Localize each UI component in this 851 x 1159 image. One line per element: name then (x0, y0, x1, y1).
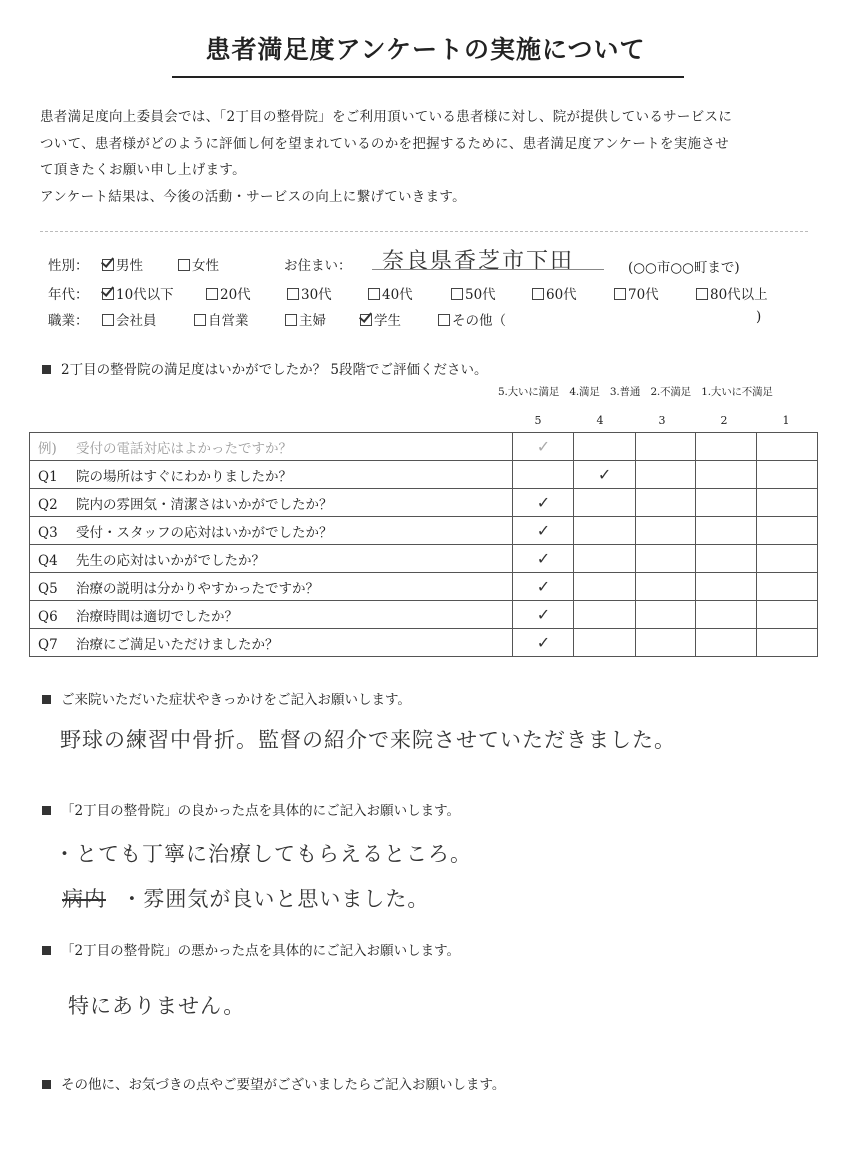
square-bullet-icon (42, 365, 51, 374)
question-id: Q1 (38, 468, 58, 485)
checkbox-icon[interactable] (206, 288, 218, 300)
column-header: 5 (534, 414, 542, 427)
column-header: 3 (658, 414, 666, 427)
rating-cell-3[interactable] (635, 629, 696, 657)
rating-cell-3[interactable] (635, 545, 696, 573)
checkbox-icon[interactable] (102, 314, 114, 326)
checkbox-icon[interactable] (287, 288, 299, 300)
struck-text: 病内 (62, 887, 106, 911)
age-option-70s[interactable] (614, 283, 659, 303)
option-label: 主婦 (299, 313, 326, 329)
check-mark-icon: ✓ (536, 549, 551, 568)
gender-option-female[interactable] (178, 254, 219, 274)
rating-cell-5[interactable] (513, 461, 574, 489)
option-label: 男性 (116, 258, 143, 274)
question-label: 先生の応対はいかがでしたか？ (76, 552, 265, 569)
question-row (30, 489, 818, 517)
option-label: 50代 (465, 287, 496, 303)
rating-cell-2[interactable] (696, 461, 757, 489)
survey-heading (42, 358, 487, 378)
rating-cell-5[interactable] (513, 489, 574, 517)
option-label: その他（ (452, 313, 506, 329)
address-note: (○○市○○町まで) (628, 260, 740, 276)
rating-cell-4[interactable] (574, 433, 635, 461)
rating-cell-3[interactable] (635, 489, 696, 517)
rating-cell-3[interactable] (635, 461, 696, 489)
question-id: Q5 (38, 580, 58, 597)
gender-label: 性別： (48, 258, 89, 274)
rating-cell-3[interactable] (635, 433, 696, 461)
address-value[interactable]: 奈良県香芝市下田 (382, 249, 575, 274)
bad-points-heading (42, 939, 460, 959)
rating-cell-3[interactable] (635, 517, 696, 545)
rating-cell-2[interactable] (696, 489, 757, 517)
age-option-60s[interactable] (532, 283, 577, 303)
rating-cell-4[interactable] (574, 545, 635, 573)
question-id: Q6 (38, 608, 58, 625)
job-option-self-employed[interactable] (194, 309, 249, 329)
checkbox-icon[interactable] (614, 288, 626, 300)
heading-text: その他に、お気づきの点やご要望がございましたらご記入お願いします。 (61, 1077, 506, 1093)
question-id: 例) (38, 440, 57, 457)
address-label: お住まい： (284, 258, 352, 274)
checkbox-icon[interactable] (451, 288, 463, 300)
age-label: 年代： (48, 287, 89, 303)
checkbox-icon[interactable] (194, 314, 206, 326)
rating-cell-5[interactable] (513, 545, 574, 573)
job-label: 職業： (48, 313, 89, 329)
rating-cell-3[interactable] (635, 573, 696, 601)
age-option-40s[interactable] (368, 283, 413, 303)
check-mark-icon: ✓ (536, 577, 551, 596)
intro-text (40, 104, 820, 210)
age-option-10s[interactable] (102, 283, 174, 303)
question-text (30, 545, 513, 573)
rating-cell-4[interactable] (574, 573, 635, 601)
check-mark-icon: ✓ (536, 437, 551, 456)
question-id: Q4 (38, 552, 58, 569)
checkbox-icon[interactable] (368, 288, 380, 300)
column-header: 2 (720, 414, 728, 427)
check-mark-icon: ✓ (597, 465, 612, 484)
checkbox-icon[interactable] (178, 259, 190, 271)
question-label: 院の場所はすぐにわかりましたか？ (76, 468, 292, 485)
title-underline (172, 76, 684, 78)
question-label: 治療時間は適切でしたか？ (76, 608, 238, 625)
intro-line: て頂きたくお願い申し上げます。 (40, 162, 246, 178)
square-bullet-icon (42, 695, 51, 704)
question-row (30, 517, 818, 545)
gender-option-male[interactable] (102, 254, 143, 274)
column-header: 1 (782, 414, 790, 427)
option-label: 20代 (220, 287, 251, 303)
job-row (48, 309, 828, 329)
rating-cell-5[interactable] (513, 573, 574, 601)
question-label: 治療の説明は分かりやすかったですか？ (76, 580, 319, 597)
rating-cell-2[interactable] (696, 433, 757, 461)
heading-text: 「2丁目の整骨院」の悪かった点を具体的にご記入お願いします。 (61, 943, 461, 959)
heading-text: 「2丁目の整骨院」の良かった点を具体的にご記入お願いします。 (61, 803, 461, 819)
option-label: 自営業 (208, 313, 249, 329)
option-label: 10代以下 (116, 287, 174, 303)
question-text (30, 601, 513, 629)
question-text (30, 461, 513, 489)
age-option-20s[interactable] (206, 283, 251, 303)
check-mark-icon: ✓ (536, 493, 551, 512)
rating-cell-2[interactable] (696, 517, 757, 545)
reason-heading (42, 688, 411, 708)
question-label: 院内の雰囲気・清潔さはいかがでしたか？ (76, 496, 333, 513)
other-heading (42, 1073, 505, 1093)
rating-cell-1[interactable] (757, 573, 818, 601)
question-text (30, 573, 513, 601)
rating-cell-4[interactable] (574, 461, 635, 489)
rating-cell-1[interactable] (757, 433, 818, 461)
age-option-30s[interactable] (287, 283, 332, 303)
age-option-50s[interactable] (451, 283, 496, 303)
good-points-answer-2[interactable] (62, 883, 429, 913)
check-mark-icon: ✓ (536, 521, 551, 540)
option-label: 80代以上 (710, 287, 768, 303)
question-text (30, 489, 513, 517)
rating-cell-1[interactable] (757, 461, 818, 489)
job-other-close: ) (756, 309, 762, 325)
rating-cell-4[interactable] (574, 489, 635, 517)
good-points-answer-1[interactable]: ・とても丁寧に治療してもらえるところ。 (54, 842, 472, 866)
job-option-employee[interactable] (102, 309, 157, 329)
question-row (30, 601, 818, 629)
checkbox-icon[interactable] (696, 288, 708, 300)
rating-cell-3[interactable] (635, 601, 696, 629)
check-mark-icon: ✓ (536, 633, 551, 652)
example-row (30, 433, 818, 461)
check-mark-icon: ✓ (536, 605, 551, 624)
rating-cell-1[interactable] (757, 629, 818, 657)
bad-points-answer[interactable]: 特にありません。 (68, 994, 246, 1018)
checkbox-checked-icon[interactable] (102, 259, 114, 271)
option-label: 学生 (374, 313, 401, 329)
option-label: 40代 (382, 287, 413, 303)
rating-cell-4[interactable] (574, 629, 635, 657)
job-option-other[interactable] (438, 309, 506, 329)
age-row (48, 283, 828, 303)
option-label: 70代 (628, 287, 659, 303)
rating-cell-4[interactable] (574, 601, 635, 629)
rating-cell-5[interactable] (513, 629, 574, 657)
satisfaction-table (29, 432, 818, 657)
rating-cell-1[interactable] (757, 545, 818, 573)
question-row (30, 545, 818, 573)
question-row (30, 461, 818, 489)
page-title: 患者満足度アンケートの実施について (205, 35, 646, 64)
option-label: 女性 (192, 258, 219, 274)
good-points-heading (42, 799, 460, 819)
checkbox-icon[interactable] (438, 314, 450, 326)
checkbox-icon[interactable] (285, 314, 297, 326)
option-label: 会社員 (116, 313, 157, 329)
divider (40, 231, 808, 232)
square-bullet-icon (42, 946, 51, 955)
square-bullet-icon (42, 806, 51, 815)
question-text (30, 433, 513, 461)
job-option-student[interactable] (360, 309, 401, 329)
option-label: 60代 (546, 287, 577, 303)
question-id: Q3 (38, 524, 58, 541)
rating-cell-5[interactable] (513, 601, 574, 629)
question-text (30, 629, 513, 657)
rating-cell-2[interactable] (696, 573, 757, 601)
answer-text: ・雰囲気が良いと思いました。 (121, 887, 430, 911)
checkbox-checked-icon[interactable] (360, 314, 372, 326)
rating-cell-1[interactable] (757, 517, 818, 545)
rating-cell-4[interactable] (574, 517, 635, 545)
heading-text: ご来院いただいた症状やきっかけをご記入お願いします。 (61, 692, 411, 708)
scale-legend: 5.大いに満足 4.満足 3.普通 2.不満足 1.大いに不満足 (498, 386, 773, 398)
heading-text: 2丁目の整骨院の満足度はいかがでしたか？ 5段階でご評価ください。 (61, 362, 488, 378)
question-text (30, 517, 513, 545)
square-bullet-icon (42, 1080, 51, 1089)
rating-cell-2[interactable] (696, 601, 757, 629)
question-id: Q2 (38, 496, 58, 513)
rating-cell-1[interactable] (757, 601, 818, 629)
rating-cell-5[interactable] (513, 433, 574, 461)
address-underline (372, 269, 604, 270)
column-header: 4 (596, 414, 604, 427)
intro-line: ついて、患者様がどのように評価し何を望まれているのかを把握するために、患者満足度アンケートを実施させ (40, 135, 729, 152)
rating-cell-2[interactable] (696, 545, 757, 573)
question-label: 受付・スタッフの応対はいかがでしたか？ (76, 524, 333, 541)
option-label: 30代 (301, 287, 332, 303)
checkbox-icon[interactable] (532, 288, 544, 300)
intro-line: 患者満足度向上委員会では、「2丁目の整骨院」をご利用頂いている患者様に対し、院が提供しているサービスに (40, 109, 733, 125)
question-row (30, 573, 818, 601)
rating-cell-1[interactable] (757, 489, 818, 517)
checkbox-checked-icon[interactable] (102, 288, 114, 300)
question-row (30, 629, 818, 657)
age-option-80s[interactable] (696, 283, 768, 303)
question-label: 受付の電話対応はよかったですか？ (76, 440, 292, 457)
intro-line: アンケート結果は、今後の活動・サービスの向上に繋げていきます。 (40, 188, 466, 205)
reason-answer[interactable]: 野球の練習中骨折。監督の紹介で来院させていただきました。 (60, 728, 676, 752)
question-id: Q7 (38, 636, 58, 653)
question-label: 治療にご満足いただけましたか？ (76, 636, 279, 653)
rating-cell-5[interactable] (513, 517, 574, 545)
job-option-housewife[interactable] (285, 309, 326, 329)
rating-cell-2[interactable] (696, 629, 757, 657)
